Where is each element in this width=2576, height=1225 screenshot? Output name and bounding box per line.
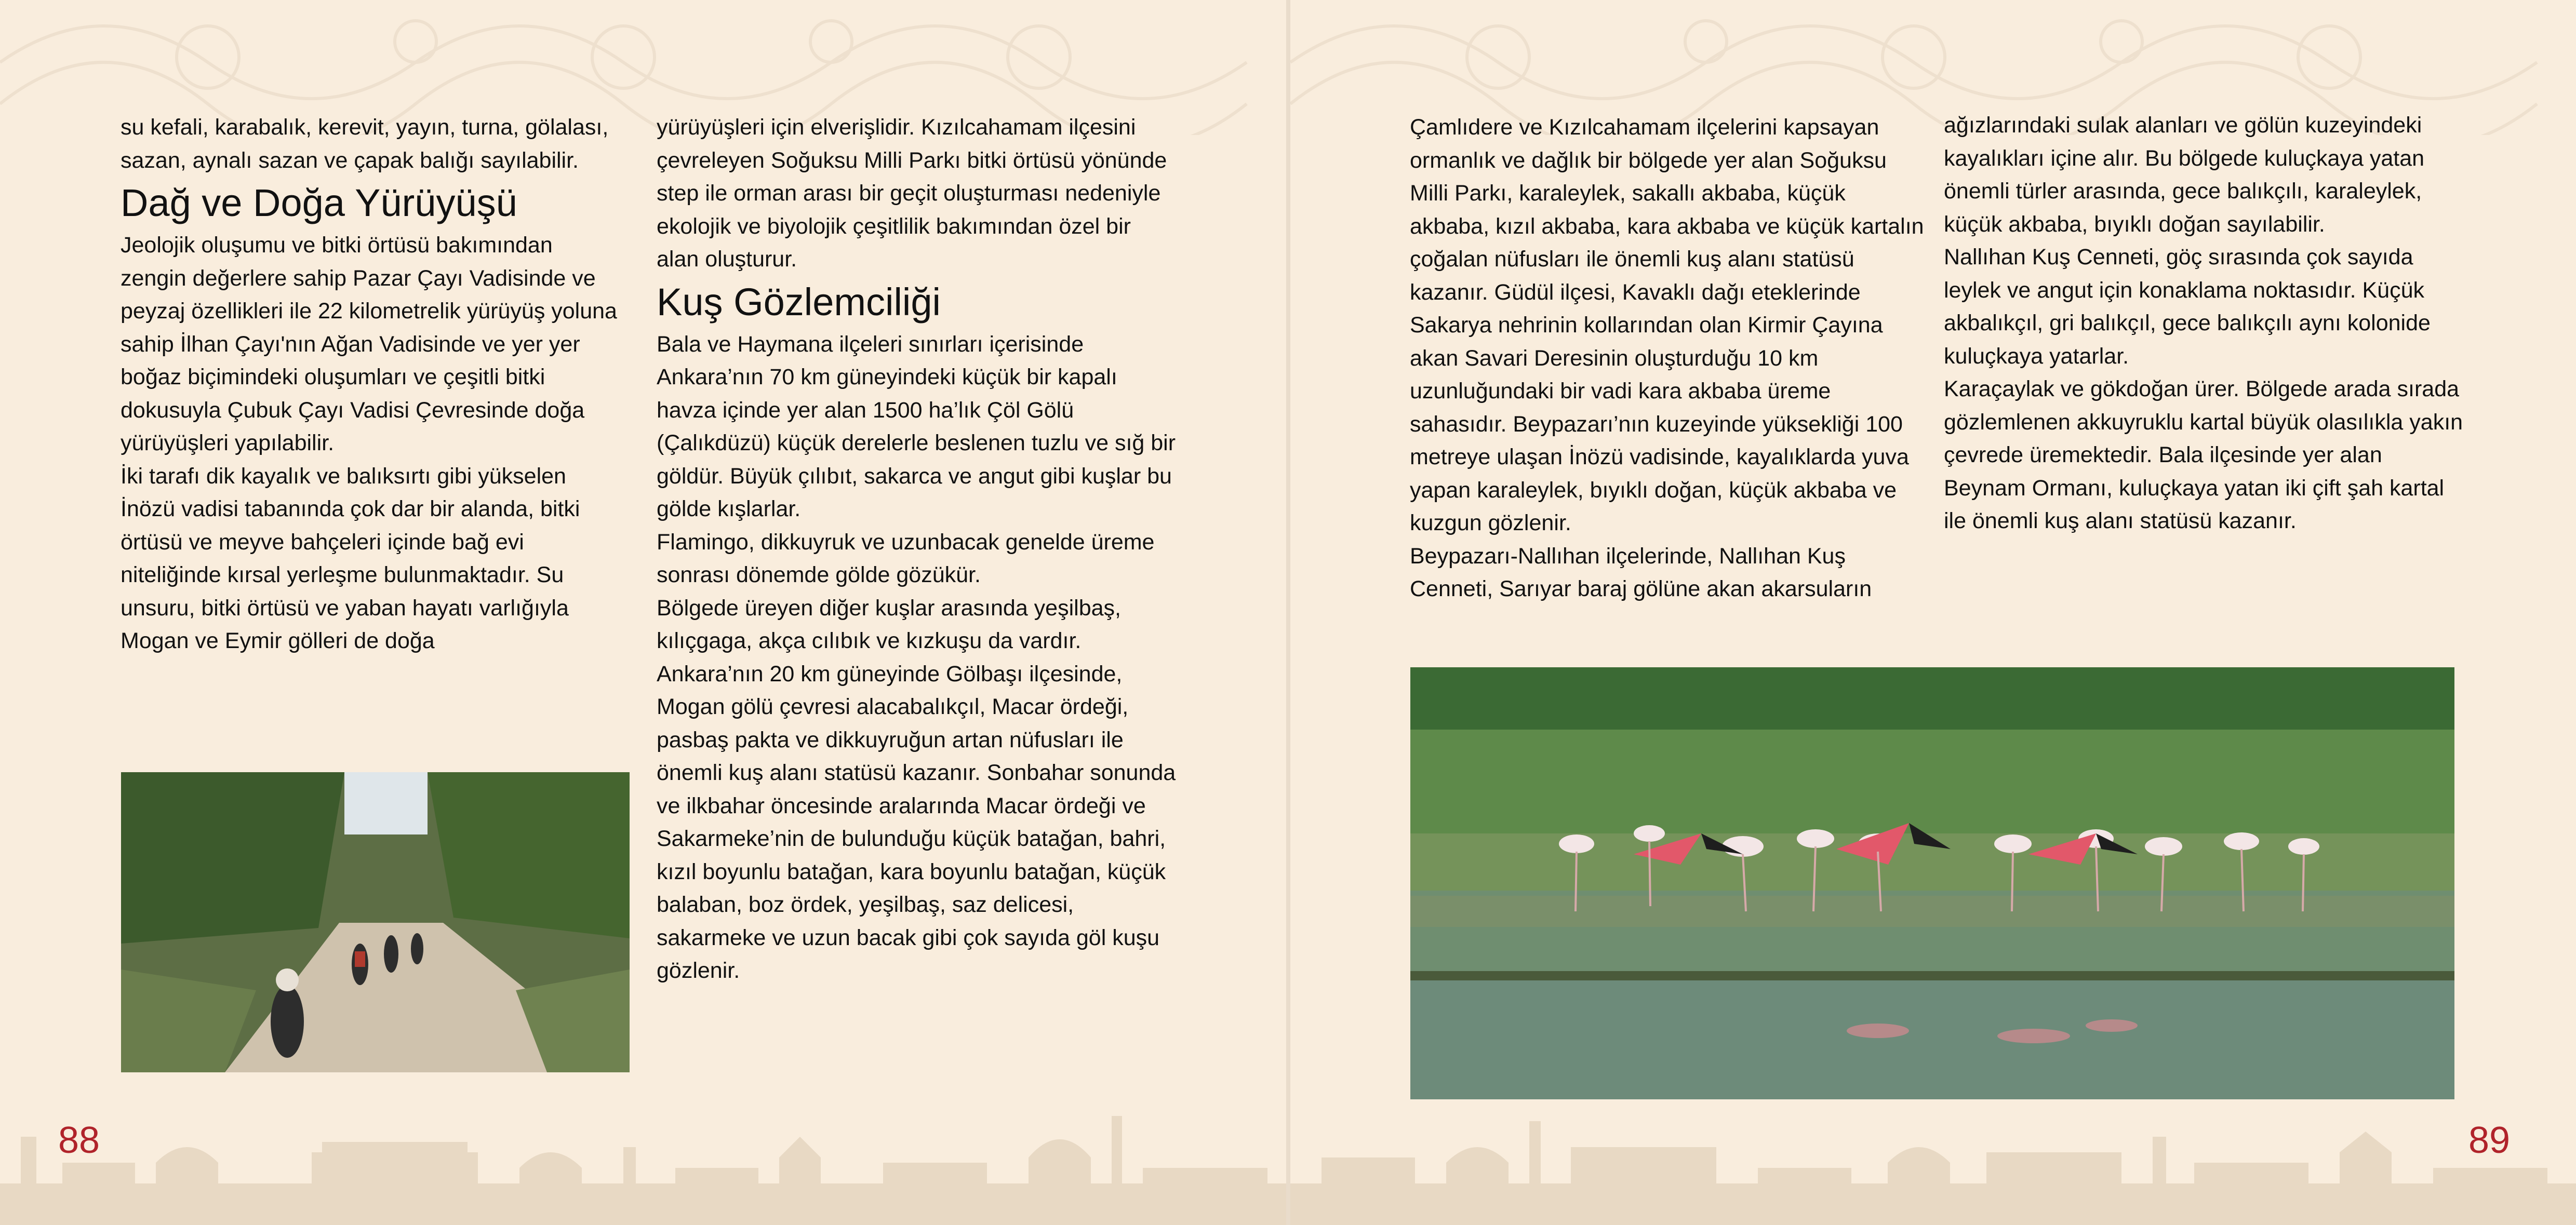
- paragraph: Flamingo, dikkuyruk ve uzunbacak genelde üreme sonrası dönemde gölde gözükür.: [657, 529, 1155, 587]
- paragraph: Bala ve Haymana ilçeleri sınırları içerisinde Ankara’nın 70 km güneyindeki küçük bir kapalı havza içinde yer alan 1500 ha’lık Çöl Gölü (Çalıkdüzü) küçük derelerle beslenen tuzlu ve sığ bir göldür. Büyük çılıbıt, sakarca ve angut gibi kuşlar bu gölde kışlarlar.: [657, 331, 1176, 521]
- page-gutter: [1286, 0, 1290, 1225]
- right-page-column-2: [1944, 109, 2468, 538]
- paragraph: Karaçaylak ve gökdoğan ürer. Bölgede arada sırada gözlemlenen akkuyruklu kartal büyük olasılıkla yakın çevrede üremektedir. Bala ilçesinde yer alan Beynam Ormanı, kuluçkaya yatan iki çift şah kartal ile önemli kuş alanı statüsü kazanır.: [1944, 376, 2463, 533]
- left-page-column-1: [121, 111, 619, 658]
- column-intro-text: yürüyüşleri için elverişlidir. Kızılcahamam ilçesini çevreleyen Soğuksu Milli Parkı bitki örtüsü yönünde step ile orman arası bir geçit oluşturması nedeniyle ekolojik ve biyolojik çeşitlilik bakımından özel bir alan oluşturur.: [657, 115, 1167, 272]
- paragraph: Ankara’nın 20 km güneyinde Gölbaşı ilçesinde, Mogan gölü çevresi alacabalıkçıl, Macar ördeği, pasbaş pakta ve dikkuyruğun artan nüfusları ile önemli kuş alanı statüsü kazanır. Sonbahar sonunda ve ilkbahar öncesinde aralarında Macar ördeği ve Sakarmeke’nin de bulunduğu küçük batağan, bahri, kızıl boyunlu batağan, kara boyunlu batağan, küçük balaban, boz ördek, yeşilbaş, saz delicesi, sakarmeke ve uzun bacak gibi çok sayıda göl kuşu gözlenir.: [657, 661, 1176, 983]
- hiking-photo: [121, 772, 630, 1072]
- paragraph: Jeolojik oluşumu ve bitki örtüsü bakımından zengin değerlere sahip Pazar Çayı Vadisinde ve peyzaj özellikleri ile 22 kilometrelik yürüyüş yoluna sahip İlhan Çayı'nın Ağan Vadisinde ve yer yer boğaz biçimindeki oluşumları ve çeşitli bitki dokusuyla Çubuk Çayı Vadisi Çevresinde doğa yürüyüşleri yapılabilir.: [121, 233, 617, 455]
- page-number: 89: [2468, 1120, 2511, 1161]
- left-page: [0, 0, 1286, 1225]
- paragraph: Bölgede üreyen diğer kuşlar arasında yeşilbaş, kılıçgaga, akça cılıbık ve kızkuşu da vardır.: [657, 595, 1121, 653]
- right-page: [1290, 0, 2576, 1225]
- paragraph: Çamlıdere ve Kızılcahamam ilçelerini kapsayan ormanlık ve dağlık bir bölgede yer alan Soğuksu Milli Parkı, karaleylek, sakallı akbaba, küçük akbaba, kızıl akbaba, kara akbaba ve küçük kartalın çoğalan nüfusları ile önemli kuş alanı statüsü kazanır. Güdül ilçesi, Kavaklı dağı eteklerinde Sakarya nehrinin kollarından olan Kirmir Çayına akan Savari Deresinin oluşturduğu 10 km uzunluğundaki bir vadi kara akbaba üreme sahasıdır. Beypazarı’nın kuzeyinde yüksekliği 100 metreye ulaşan İnözü vadisinde, kayalıklarda yuva yapan karaleylek, bıyıklı doğan, küçük akbaba ve kuzgun gözlenir.: [1410, 115, 1924, 535]
- right-page-column-1: [1410, 111, 1929, 606]
- flamingo-photo: [1410, 667, 2454, 1099]
- paragraph: İki tarafı dik kayalık ve balıksırtı gibi yükselen İnözü vadisi tabanında çok dar bir alanda, bitki örtüsü ve meyve bahçeleri içinde bağ evi niteliğinde kırsal yerleşme bulunmaktadır. Su unsuru, bitki örtüsü ve yaban hayatı varlığıyla Mogan ve Eymir gölleri de doğa: [121, 463, 580, 653]
- page-number: 88: [58, 1120, 100, 1161]
- city-skyline-silhouette: [0, 1074, 1286, 1225]
- paragraph: ağızlarındaki sulak alanları ve gölün kuzeyindeki kayalıkları içine alır. Bu bölgede kuluçkaya yatan önemli türler arasında, gece balıkçılı, karaleylek, küçük akbaba, bıyıklı doğan sayılabilir.: [1944, 113, 2425, 237]
- left-page-column-2: [657, 111, 1176, 988]
- section-heading-hiking: Dağ ve Doğa Yürüyüşü: [121, 181, 517, 224]
- section-heading-birdwatching: Kuş Gözlemciliği: [657, 280, 941, 324]
- paragraph: Beypazarı-Nallıhan ilçelerinde, Nallıhan Kuş Cenneti, Sarıyar baraj gölüne akan akarsuların: [1410, 543, 1872, 601]
- paragraph: Nallıhan Kuş Cenneti, göç sırasında çok sayıda leylek ve angut için konaklama noktasıdır. Küçük akbalıkçıl, gri balıkçıl, gece balıkçılı aynı kolonide kuluçkaya yatarlar.: [1944, 245, 2431, 369]
- column-intro-text: su kefali, karabalık, kerevit, yayın, turna, gölalası, sazan, aynalı sazan ve çapak balığı sayılabilir.: [121, 115, 609, 173]
